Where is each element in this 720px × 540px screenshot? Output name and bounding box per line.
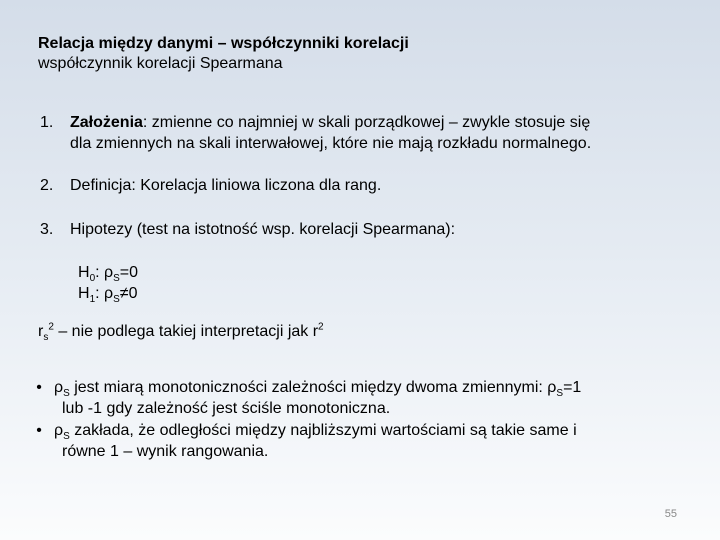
bullet-item-cont: lub -1 gdy zależność jest ściśle monotoniczna. xyxy=(62,400,391,417)
r-letter: r xyxy=(38,323,44,340)
item-text: : zmienne co najmniej w skali porządkowej – zwykle stosuje się xyxy=(142,114,591,131)
list-item-definition xyxy=(40,176,381,196)
rho-sub: S xyxy=(63,431,70,443)
item-text: Hipotezy (test na istotność wsp. korelacji Spearmana): xyxy=(70,221,456,238)
item-bold-label: Założenia xyxy=(70,114,143,131)
hypothesis-h1 xyxy=(78,284,137,304)
h-rest: ≠0 xyxy=(119,285,138,302)
item-text: Definicja: Korelacja liniowa liczona dla rang. xyxy=(70,177,382,194)
note-text: – nie podlega takiej interpretacji jak r xyxy=(53,323,319,340)
page-number: 55 xyxy=(664,508,677,520)
item-number: 3. xyxy=(40,221,54,238)
rho-sub: S xyxy=(113,294,120,306)
item-number: 2. xyxy=(40,177,54,194)
bullet-text: jest miarą monotoniczności zależności między dwoma zmiennymi: ρ xyxy=(69,379,557,396)
bullet-icon: • xyxy=(36,422,42,439)
slide-title: Relacja między danymi – współczynniki korelacji xyxy=(38,35,409,52)
h-mid: : ρ xyxy=(95,264,114,281)
list-item-hypotheses xyxy=(40,220,455,240)
rho: ρ xyxy=(54,422,64,439)
list-item-assumptions-cont: dla zmiennych na skali interwałowej, które nie mają rozkładu normalnego. xyxy=(70,135,592,152)
bullet-text: zakłada, że odległości między najbliższymi wartościami są takie same i xyxy=(69,422,577,439)
h-sub: 1 xyxy=(89,294,96,306)
rho-sub: S xyxy=(63,388,70,400)
list-item-assumptions xyxy=(40,113,590,133)
rho-sub: S xyxy=(556,388,564,400)
r-sup: 2 xyxy=(48,321,54,333)
bullet-item xyxy=(24,378,581,398)
bullet-item-cont: równe 1 – wynik rangowania. xyxy=(62,443,269,460)
rho-sub: S xyxy=(113,273,120,285)
bullet-icon: • xyxy=(36,379,42,396)
h-sub: 0 xyxy=(89,273,96,285)
rho: ρ xyxy=(54,379,64,396)
h-rest: =0 xyxy=(119,264,139,281)
h-letter: H xyxy=(78,285,90,302)
h-mid: : ρ xyxy=(95,285,114,302)
bullet-item xyxy=(24,421,577,441)
item-number: 1. xyxy=(40,114,54,131)
bullet-text-end: =1 xyxy=(563,379,582,396)
r-sup2: 2 xyxy=(318,321,324,333)
hypothesis-h0 xyxy=(78,263,138,283)
slide-subtitle: współczynnik korelacji Spearmana xyxy=(38,55,283,72)
h-letter: H xyxy=(78,264,90,281)
r-sub: s xyxy=(43,332,49,344)
rs-squared-note xyxy=(38,322,324,342)
